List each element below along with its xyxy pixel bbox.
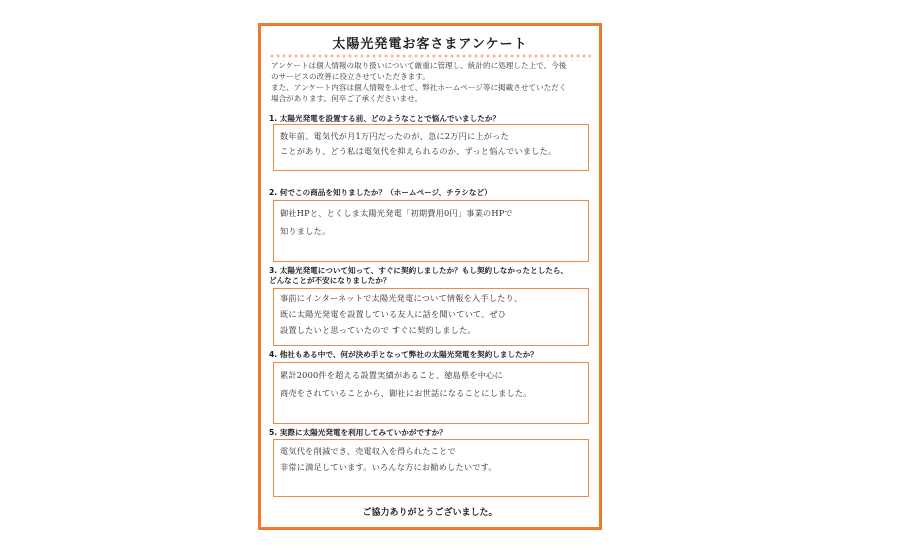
question-2-answer-line: 御社HPと、とくしま太陽光発電「初期費用0円」事業のHPで	[280, 208, 513, 218]
question-4-answer-line: 商売をされていることから、御社にお世話になることにしました。	[280, 388, 532, 398]
survey-sheet	[258, 23, 602, 530]
dotted-divider	[269, 53, 591, 61]
question-4-label: 4. 他社もある中で、何が決め手となって弊社の太陽光発電を契約しましたか？	[269, 350, 538, 359]
question-5-answer-box	[273, 439, 589, 497]
question-5-label: 5. 実際に太陽光発電を利用してみていかがですか？	[269, 428, 447, 437]
question-1-answer-box	[273, 124, 589, 171]
question-1-label: 1. 太陽光発電を設置する前、どのようなことで悩んでいましたか？	[269, 114, 501, 123]
question-1-answer-line: 数年前、電気代が月1万円だったのが、急に2万円に上がった	[280, 131, 509, 141]
question-3-answer-line: 設置したいと思っていたので すぐに契約しました。	[280, 325, 476, 335]
thanks-message: ご協力ありがとうございました。	[362, 508, 498, 518]
question-3-answer-line: 既に太陽光発電を設置している友人に話を聞いていて、ぜひ	[280, 309, 507, 319]
survey-title: 太陽光発電お客さまアンケート	[332, 37, 528, 52]
question-2-answer-box	[273, 200, 589, 262]
question-3-answer-box	[273, 288, 589, 346]
intro-line-3: また、アンケート内容は個人情報をふせて、弊社ホームページ等に掲載させていただく	[271, 83, 567, 92]
question-4-answer-line: 累計2000件を超える設置実績があること、徳島県を中心に	[280, 370, 503, 380]
intro-line-2: のサービスの改善に役立させていただきます。	[271, 71, 430, 81]
question-2-label: 2. 何でこの商品を知りましたか？（ホームページ、チラシなど）	[269, 188, 492, 197]
question-5-answer-line: 電気代を削減でき、売電収入を得られたことで	[280, 446, 456, 456]
question-3-label: 3. 太陽光発電について知って、すぐに契約しましたか？もし契約しなかったとしたら、	[269, 266, 569, 275]
question-4-answer-box	[273, 362, 589, 424]
intro-line-4: 場合があります。何卒ご了承くださいませ。	[271, 93, 423, 103]
question-3-answer-line: 事前にインターネットで太陽光発電について情報を入手したり、	[280, 293, 523, 303]
question-2-answer-line: 知りました。	[280, 226, 331, 236]
question-1-answer-line: ことがあり、どう私は電気代を抑えられるのか、ずっと悩んでいました。	[280, 146, 557, 156]
intro-line-1: アンケートは個人情報の取り扱いについて厳重に管理し、統計的に処理した上で、今後	[271, 61, 567, 70]
question-3-label-cont: どんなことが不安になりましたか？	[269, 276, 391, 285]
question-5-answer-line: 非常に満足しています。いろんな方にお勧めしたいです。	[280, 462, 497, 472]
